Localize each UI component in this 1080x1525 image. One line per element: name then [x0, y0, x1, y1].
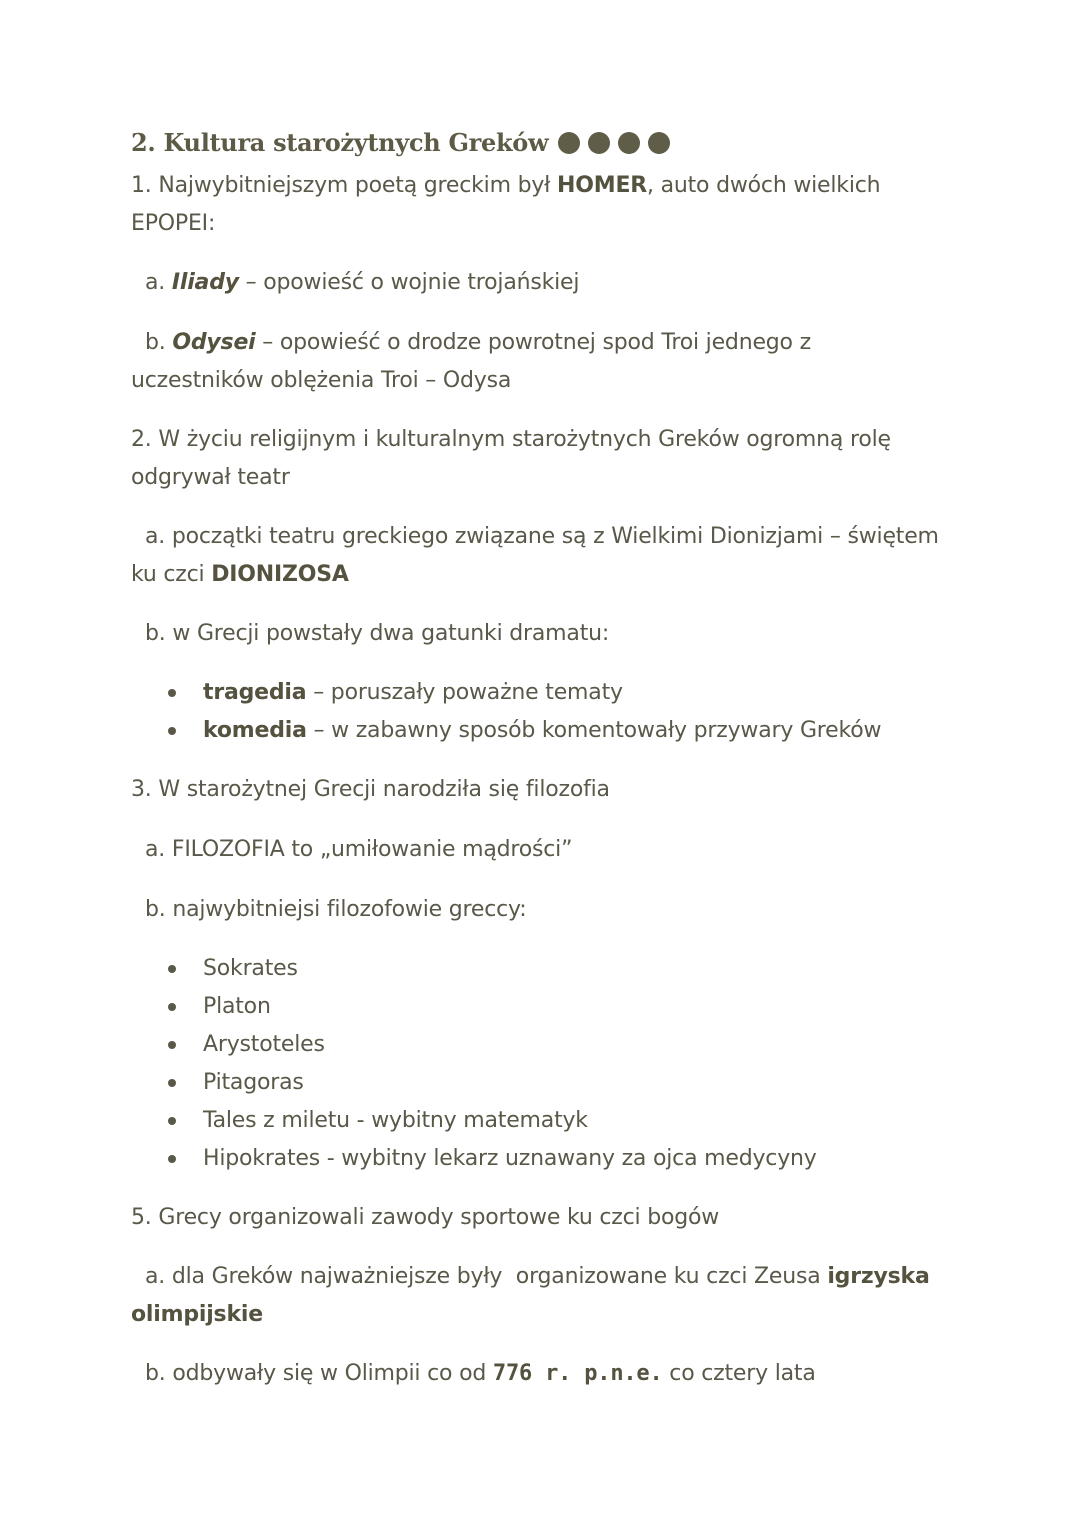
bullet-icon [168, 1117, 176, 1125]
s5-item-b [145, 1355, 816, 1393]
s2-item-a: a. początki teatru greckiego związane są z Wielkimi Dionizjami – świętem [145, 524, 939, 549]
bold-text: HOMER [557, 173, 648, 198]
dot-icon [618, 132, 640, 154]
bold-text: DIONIZOSA [211, 562, 349, 587]
heading-dots [558, 132, 670, 154]
bold-text: olimpijskie [131, 1302, 263, 1327]
bullet-icon [168, 1003, 176, 1011]
s2-bullet-komedia [203, 712, 881, 750]
text: a. [145, 270, 172, 295]
bold-text: komedia [203, 718, 307, 743]
text: – w zabawny sposób komentowały przywary Greków [306, 718, 882, 743]
text: 1. Najwybitniejszym poetą greckim był [131, 173, 558, 198]
text: co cztery lata [662, 1361, 816, 1386]
heading-title: 2. Kultura starożytnych Greków [131, 128, 549, 157]
text: ku czci [131, 562, 212, 587]
text: b. [145, 330, 173, 355]
bullet-icon [168, 965, 176, 973]
text: a. dla Greków najważniejsze były organizowane ku czci Zeusa [145, 1264, 828, 1289]
s1-line2: EPOPEI: [131, 211, 216, 236]
text: – opowieść o wojnie trojańskiej [238, 270, 580, 295]
s5-item-a-line2 [131, 1296, 263, 1334]
dot-icon [648, 132, 670, 154]
bullet-icon [168, 1079, 176, 1087]
s3-item-a: a. FILOZOFIA to „umiłowanie mądrości” [145, 837, 573, 862]
s1-line1 [131, 167, 880, 205]
philosopher-item: Hipokrates - wybitny lekarz uznawany za ojca medycyny [203, 1146, 817, 1171]
s2-line2: odgrywał teatr [131, 465, 290, 490]
philosopher-item: Platon [203, 994, 271, 1019]
bold-text: tragedia [203, 680, 307, 705]
text: , auto dwóch wielkich [647, 173, 881, 198]
s1-item-a [145, 264, 579, 302]
s5-line1: 5. Grecy organizowali zawody sportowe ku czci bogów [131, 1205, 720, 1230]
bold-italic-text: Odysei [172, 330, 256, 355]
s2-item-b: b. w Grecji powstały dwa gatunki dramatu: [145, 621, 610, 646]
philosopher-item: Tales z miletu - wybitny matematyk [203, 1108, 588, 1133]
bullet-icon [168, 689, 176, 697]
text: – opowieść o drodze powrotnej spod Troi jednego z [255, 330, 811, 355]
text: b. odbywały się w Olimpii co od [145, 1361, 493, 1386]
s1-item-b [145, 324, 811, 362]
bold-italic-text: Iliady [171, 270, 239, 295]
bold-text: igrzyska [827, 1264, 930, 1289]
philosopher-item: Pitagoras [203, 1070, 304, 1095]
bold-date-text: 776 r. p.n.e. [492, 1361, 663, 1386]
s3-item-b: b. najwybitniejsi filozofowie greccy: [145, 897, 527, 922]
dot-icon [558, 132, 580, 154]
bullet-icon [168, 1155, 176, 1163]
bullet-icon [168, 1041, 176, 1049]
s2-line1: 2. W życiu religijnym i kulturalnym starożytnych Greków ogromną rolę [131, 427, 891, 452]
text: – poruszały poważne tematy [306, 680, 623, 705]
bullet-icon [168, 727, 176, 735]
s2-bullet-tragedia [203, 674, 623, 712]
s2-item-a-line2 [131, 556, 349, 594]
dot-icon [588, 132, 610, 154]
s1-item-b-line2: uczestników oblężenia Troi – Odysa [131, 368, 512, 393]
section-heading [131, 128, 670, 157]
philosopher-item: Sokrates [203, 956, 298, 981]
s3-line1: 3. W starożytnej Grecji narodziła się filozofia [131, 777, 610, 802]
s5-item-a [145, 1258, 930, 1296]
philosopher-item: Arystoteles [203, 1032, 325, 1057]
